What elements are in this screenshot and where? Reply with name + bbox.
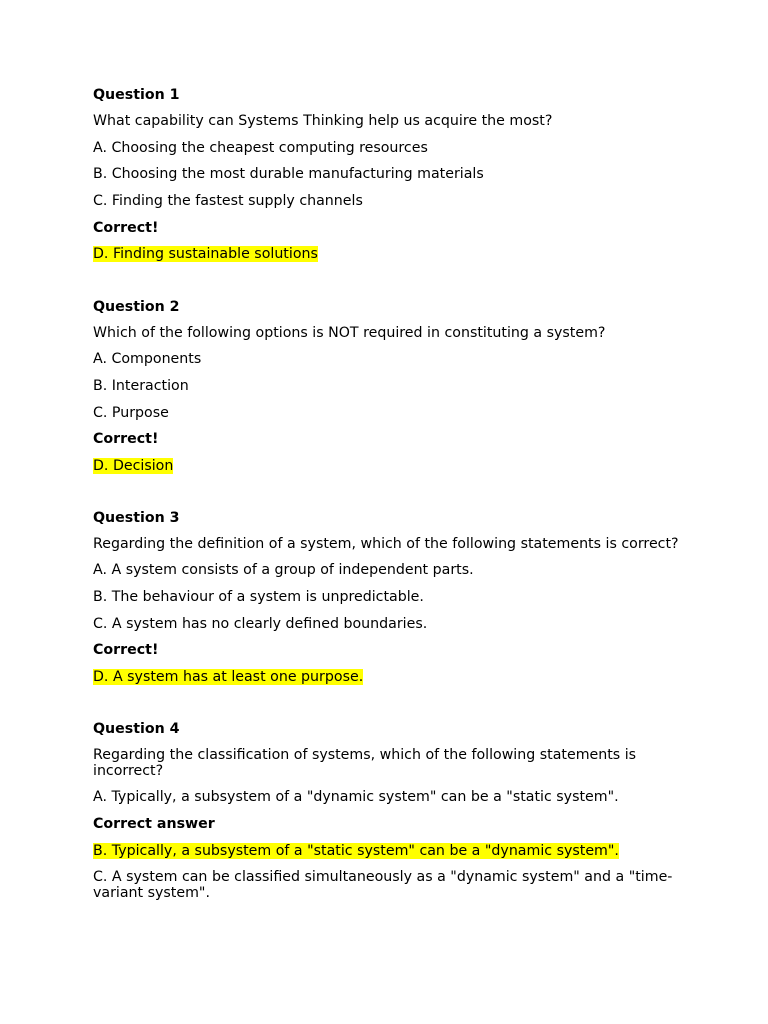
- correct-option-highlighted: D. A system has at least one purpose.: [93, 669, 364, 685]
- question-title: Question 2: [93, 298, 180, 315]
- spacer: [93, 271, 683, 297]
- question-title: Question 3: [93, 510, 180, 527]
- option-a: A. Typically, a subsystem of a "dynamic system" can be a "static system".: [93, 789, 619, 806]
- question-text: Which of the following options is NOT required in constituting a system?: [93, 324, 606, 341]
- document-page: [93, 85, 683, 909]
- spacer: [93, 483, 683, 509]
- option-c: C. A system can be classified simultaneously as a "dynamic system" and a "time-variant system".: [93, 869, 673, 902]
- correct-option-highlighted: D. Decision: [93, 458, 174, 475]
- option-b: B. The behaviour of a system is unpredictable.: [93, 588, 424, 605]
- question-title: Question 1: [93, 87, 180, 103]
- option-a: A. Components: [93, 351, 202, 368]
- question-text: Regarding the classification of systems, which of the following statements is incorrect?: [93, 747, 637, 780]
- option-c: C. A system has no clearly defined boundaries.: [93, 615, 428, 632]
- question-3: [93, 508, 683, 687]
- correct-option-highlighted: B. Typically, a subsystem of a "static system" can be a "dynamic system".: [93, 842, 619, 859]
- option-b: B. Interaction: [93, 378, 189, 394]
- feedback-label: Correct!: [93, 431, 159, 448]
- feedback-label: Correct answer: [93, 815, 215, 832]
- correct-option-highlighted: D. Finding sustainable solutions: [93, 246, 318, 263]
- question-text: Regarding the definition of a system, which of the following statements is correct?: [93, 536, 679, 553]
- option-c: C. Purpose: [93, 404, 169, 421]
- spacer: [93, 694, 683, 720]
- question-text: What capability can Systems Thinking help us acquire the most?: [93, 113, 553, 129]
- option-a: A. A system consists of a group of independent parts.: [93, 562, 474, 579]
- feedback-label: Correct!: [93, 642, 159, 659]
- feedback-label: Correct!: [93, 219, 159, 236]
- question-title: Question 4: [93, 721, 180, 738]
- option-b: B. Choosing the most durable manufacturing materials: [93, 166, 484, 183]
- question-1: [93, 85, 683, 264]
- question-4: [93, 719, 683, 901]
- question-2: [93, 297, 683, 476]
- option-a: A. Choosing the cheapest computing resources: [93, 139, 428, 156]
- option-c: C. Finding the fastest supply channels: [93, 193, 363, 210]
